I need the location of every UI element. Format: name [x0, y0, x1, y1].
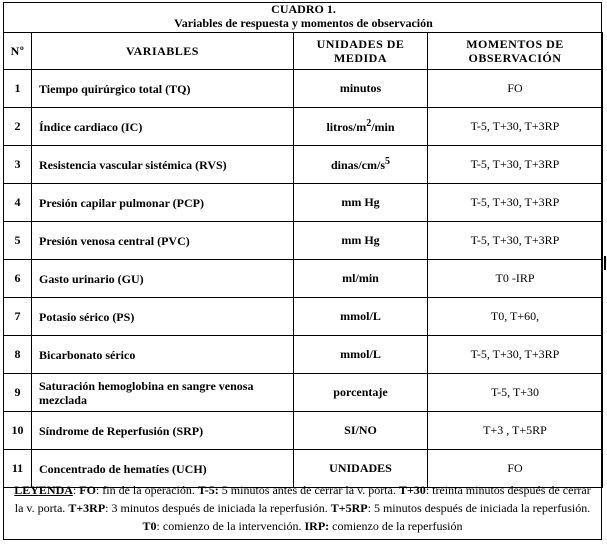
- legend-t5-text: 5 minutos antes de cerrar la v. porta.: [221, 483, 396, 497]
- legend-label: LEYENDA: [14, 483, 73, 497]
- row-number: 1: [4, 70, 32, 108]
- row-moments: FO: [428, 450, 603, 488]
- table-row: [4, 222, 603, 260]
- table-row: [4, 146, 603, 184]
- table-row: [4, 374, 603, 412]
- row-unit: porcentaje: [294, 374, 428, 412]
- row-moments: T-5, T+30, T+3RP: [428, 184, 603, 222]
- caption-subtitle: Variables de respuesta y momentos de observación: [174, 16, 433, 30]
- row-number: 11: [4, 450, 32, 488]
- unit-superscript: 2: [366, 118, 372, 129]
- row-unit: mmol/L: [294, 336, 428, 374]
- table-row: [4, 184, 603, 222]
- table-row: [4, 298, 603, 336]
- table-row: [4, 260, 603, 298]
- row-variable: Potasio sérico (PS): [32, 298, 294, 336]
- row-variable: Presión capilar pulmonar (PCP): [32, 184, 294, 222]
- legend-t0-key: T0: [142, 519, 157, 533]
- caption-title: CUADRO 1.: [271, 2, 336, 16]
- row-number: 9: [4, 374, 32, 412]
- row-number: 8: [4, 336, 32, 374]
- row-number: 5: [4, 222, 32, 260]
- header-units-line2: MEDIDA: [334, 51, 387, 65]
- header-variables: VARIABLES: [32, 33, 294, 70]
- table-caption: [0, 2, 607, 30]
- legend-fo-key: FO: [79, 483, 96, 497]
- row-moments: T-5, T+30, T+3RP: [428, 222, 603, 260]
- row-unit: mm Hg: [294, 222, 428, 260]
- row-variable: Gasto urinario (GU): [32, 260, 294, 298]
- table-legend: LEYENDA: FO: fin de la operación. T-5: 5 minutos antes de cerrar la v. porta. T+30: treinta minutos después de cerrar la v. porta. T+3RP: 3 minutos después de iniciada la reperfusión. T+5RP: 5 minutos después de iniciada la reperfusión. T0: comienzo de la intervención. IRP: comienzo de la reperfusión: [14, 483, 591, 533]
- row-number: 2: [4, 108, 32, 146]
- variables-table: [3, 32, 603, 488]
- header-units: [294, 33, 428, 70]
- legend-t3rp-key: T+3RP: [68, 501, 106, 515]
- row-unit: mm Hg: [294, 184, 428, 222]
- row-unit: UNIDADES: [294, 450, 428, 488]
- row-number: 10: [4, 412, 32, 450]
- row-moments: T+3 , T+5RP: [428, 412, 603, 450]
- row-moments: T-5, T+30, T+3RP: [428, 146, 603, 184]
- unit-text: litros/m: [326, 120, 367, 134]
- table-header-row: [4, 33, 603, 70]
- row-variable: Concentrado de hematíes (UCH): [32, 450, 294, 488]
- row-moments: T-5, T+30: [428, 374, 603, 412]
- row-variable: [32, 374, 294, 412]
- row-variable: Tiempo quirúrgico total (TQ): [32, 70, 294, 108]
- unit-superscript: 5: [385, 156, 390, 167]
- row-number: 3: [4, 146, 32, 184]
- row-number: 4: [4, 184, 32, 222]
- row-unit: minutos: [294, 70, 428, 108]
- header-moments: [428, 33, 603, 70]
- table-row: [4, 412, 603, 450]
- row-moments: FO: [428, 70, 603, 108]
- unit-text-suffix: /min: [371, 120, 395, 134]
- legend-fo-text: : fin de la operación.: [95, 483, 195, 497]
- variable-line2: mezclada: [39, 392, 87, 407]
- row-variable: Presión venosa central (PVC): [32, 222, 294, 260]
- row-moments: T-5, T+30, T+3RP: [428, 108, 603, 146]
- header-num: Nº: [4, 33, 32, 70]
- header-units-line1: UNIDADES DE: [316, 37, 405, 51]
- row-unit: ml/min: [294, 260, 428, 298]
- legend-t30-text: : treinta minutos después de cerrar la v. porta.: [14, 483, 591, 515]
- variable-line1: Saturación hemoglobina en sangre venosa: [39, 378, 254, 393]
- row-unit: [294, 108, 428, 146]
- row-unit: mmol/L: [294, 298, 428, 336]
- legend-t5-key: T-5:: [197, 483, 219, 497]
- header-moments-line1: MOMENTOS DE: [466, 37, 564, 51]
- row-variable: Índice cardiaco (IC): [32, 108, 294, 146]
- row-moments: T0 -IRP: [428, 260, 603, 298]
- legend-irp-text: comienzo de la reperfusión: [332, 519, 463, 533]
- row-moments: T-5, T+30, T+3RP: [428, 336, 603, 374]
- row-unit: [294, 146, 428, 184]
- edge-mark: [604, 256, 606, 270]
- header-moments-line2: OBSERVACIÓN: [468, 51, 562, 65]
- row-variable: Síndrome de Reperfusión (SRP): [32, 412, 294, 450]
- row-unit: SI/NO: [294, 412, 428, 450]
- legend-irp-key: IRP:: [304, 519, 330, 533]
- row-moments: T0, T+60,: [428, 298, 603, 336]
- table-row: [4, 336, 603, 374]
- row-variable: Resistencia vascular sistémica (RVS): [32, 146, 294, 184]
- legend-t0-text: : comienzo de la intervención.: [156, 519, 302, 533]
- unit-text: dinas/cm/s: [330, 158, 385, 172]
- table-row: [4, 70, 603, 108]
- legend-t5rp-text: : 5 minutos después de iniciada la reperfusión.: [367, 501, 591, 515]
- row-variable: Bicarbonato sérico: [32, 336, 294, 374]
- table-row: [4, 108, 603, 146]
- row-number: 7: [4, 298, 32, 336]
- legend-t5rp-key: T+5RP: [330, 501, 368, 515]
- row-number: 6: [4, 260, 32, 298]
- legend-t30-key: T+30: [398, 483, 426, 497]
- legend-t3rp-text: : 3 minutos después de iniciada la reperfusión.: [105, 501, 328, 515]
